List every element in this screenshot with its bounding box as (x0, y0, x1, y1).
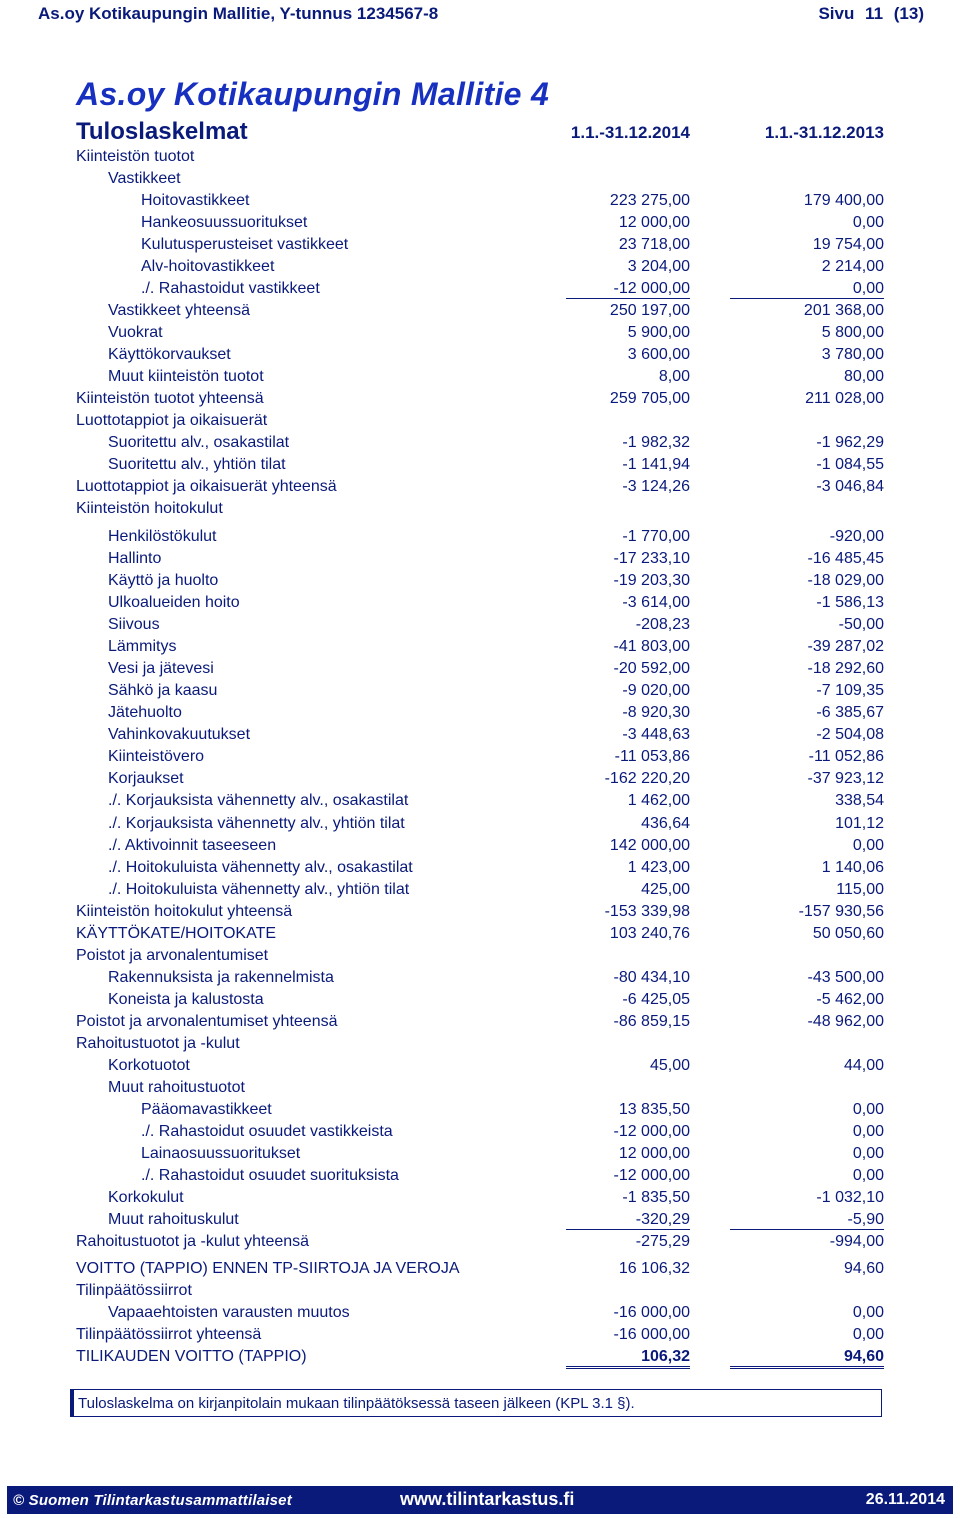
value-2013: 0,00 (852, 1145, 884, 1162)
period-current: 1.1.-31.12.2014 (570, 123, 690, 142)
value-2013: 0,00 (852, 214, 884, 231)
value-2013: -3 046,84 (816, 478, 884, 495)
row-label: Vastikkeet yhteensä (108, 302, 251, 319)
value-2014: -320,29 (566, 1211, 690, 1230)
table-row (76, 1302, 884, 1324)
value-2014: 425,00 (641, 881, 690, 898)
row-label: ./. Korjauksista vähennetty alv., osakastilat (108, 792, 409, 809)
value-2013: 0,00 (730, 280, 884, 299)
row-label: Rahoitustuotot ja -kulut yhteensä (76, 1233, 310, 1250)
value-2013: 94,60 (843, 1260, 884, 1277)
value-2013: 101,12 (835, 815, 884, 832)
value-2013: 0,00 (852, 837, 884, 854)
value-2013: 0,00 (852, 1123, 884, 1140)
row-label: Suoritettu alv., osakastilat (108, 434, 290, 451)
value-2013: -39 287,02 (807, 638, 884, 655)
value-2014: -86 859,15 (613, 1013, 690, 1030)
table-row (76, 813, 884, 835)
value-2014: 8,00 (658, 368, 690, 385)
table-row (76, 945, 884, 967)
value-2014: -9 020,00 (622, 682, 690, 699)
row-label: Vastikkeet (108, 170, 181, 187)
value-2014: -3 614,00 (622, 594, 690, 611)
value-2013: 1 140,06 (821, 859, 884, 876)
row-label: Käyttökorvaukset (108, 346, 231, 363)
row-label: Luottotappiot ja oikaisuerät yhteensä (76, 478, 337, 495)
table-row (76, 570, 884, 592)
row-label: ./. Rahastoidut osuudet vastikkeista (141, 1123, 393, 1140)
value-2014: -162 220,20 (604, 770, 690, 787)
value-2013: -50,00 (838, 616, 884, 633)
row-label: Alv-hoitovastikkeet (141, 258, 275, 275)
table-row (76, 256, 884, 278)
table-row (76, 1055, 884, 1077)
value-2014: 16 106,32 (618, 1260, 690, 1277)
row-label: Tilinpäätössiirrot yhteensä (76, 1326, 262, 1343)
row-label: Kiinteistön tuotot yhteensä (76, 390, 264, 407)
row-label: Korjaukset (108, 770, 184, 787)
value-2014: -3 448,63 (622, 726, 690, 743)
value-2014: 5 900,00 (627, 324, 690, 341)
table-row (76, 989, 884, 1011)
value-2013: 211 028,00 (805, 390, 884, 407)
table-row (76, 146, 884, 168)
table-row (76, 879, 884, 901)
value-2014: 436,64 (641, 815, 690, 832)
table-row (76, 636, 884, 658)
table-row (76, 366, 884, 388)
value-2014: -1 770,00 (622, 528, 690, 545)
table-row (76, 702, 884, 724)
value-2014: -12 000,00 (613, 1167, 690, 1184)
value-2013: 19 754,00 (812, 236, 884, 253)
row-label: Muut rahoitustuotot (108, 1079, 245, 1096)
row-label: Kulutusperusteiset vastikkeet (141, 236, 349, 253)
row-label: Kiinteistön hoitokulut yhteensä (76, 903, 293, 920)
statement-note: Tuloslaskelma on kirjanpitolain mukaan tilinpäätöksessä taseen jälkeen (KPL 3.1 §). (70, 1389, 882, 1417)
value-2013: 338,54 (835, 792, 884, 809)
value-2014: -6 425,05 (622, 991, 690, 1008)
value-2013: -48 962,00 (807, 1013, 884, 1030)
table-row (76, 1143, 884, 1165)
table-row (76, 1033, 884, 1055)
row-label: Pääomavastikkeet (141, 1101, 272, 1118)
row-label: Vapaaehtoisten varausten muutos (108, 1304, 350, 1321)
row-label: Kiinteistön tuotot (76, 148, 195, 165)
value-2014: 12 000,00 (618, 1145, 690, 1162)
row-label: Vuokrat (108, 324, 163, 341)
value-2014: 45,00 (649, 1057, 690, 1074)
value-2013: 2 214,00 (821, 258, 884, 275)
table-row (76, 498, 884, 520)
table-row (76, 190, 884, 212)
table-row (76, 724, 884, 746)
row-label: Henkilöstökulut (108, 528, 217, 545)
value-2014: 1 423,00 (627, 859, 690, 876)
value-2013: -2 504,08 (816, 726, 884, 743)
document-title: As.oy Kotikaupungin Mallitie 4 (76, 76, 550, 112)
value-2014: -208,23 (635, 616, 690, 633)
value-2014: 103 240,76 (609, 925, 690, 942)
value-2014: -80 434,10 (613, 969, 690, 986)
row-label: Poistot ja arvonalentumiset (76, 947, 269, 964)
row-label: Korkotuotot (108, 1057, 190, 1074)
page-number: Sivu 11 (13) (818, 4, 924, 23)
value-2013: -7 109,35 (816, 682, 884, 699)
row-label: Muut rahoituskulut (108, 1211, 239, 1228)
table-row (76, 901, 884, 923)
row-label: Lainaosuussuoritukset (141, 1145, 301, 1162)
value-2013: -37 923,12 (807, 770, 884, 787)
value-2013: 0,00 (852, 1101, 884, 1118)
table-row (76, 680, 884, 702)
row-label: Vahinkovakuutukset (108, 726, 251, 743)
value-2014: -41 803,00 (613, 638, 690, 655)
row-label: Rahoitustuotot ja -kulut (76, 1035, 240, 1052)
table-row (76, 344, 884, 366)
table-row (76, 1324, 884, 1346)
value-2014: -3 124,26 (622, 478, 690, 495)
table-row (76, 1077, 884, 1099)
table-row (76, 614, 884, 636)
table-row (76, 454, 884, 476)
value-2014: -16 000,00 (613, 1304, 690, 1321)
table-row (76, 168, 884, 190)
table-row (76, 234, 884, 256)
footer-copyright: © Suomen Tilintarkastusammattilaiset (13, 1492, 292, 1509)
row-label: TILIKAUDEN VOITTO (TAPPIO) (76, 1348, 307, 1365)
table-row (76, 1165, 884, 1187)
statement-heading (76, 116, 884, 144)
value-2013: -1 084,55 (816, 456, 884, 473)
value-2014: -19 203,30 (613, 572, 690, 589)
value-2014: 23 718,00 (618, 236, 690, 253)
value-2014: 250 197,00 (609, 302, 690, 319)
table-row (76, 835, 884, 857)
value-2014: -275,29 (635, 1233, 690, 1250)
value-2013: 0,00 (852, 1326, 884, 1343)
value-2014: 1 462,00 (627, 792, 690, 809)
table-row (76, 278, 884, 300)
row-label: Sähkö ja kaasu (108, 682, 218, 699)
table-row (76, 476, 884, 498)
value-2014: 13 835,50 (618, 1101, 690, 1118)
value-2013: 80,00 (843, 368, 884, 385)
row-label: Muut kiinteistön tuotot (108, 368, 264, 385)
value-2014: -17 233,10 (613, 550, 690, 567)
value-2014: -16 000,00 (613, 1326, 690, 1343)
table-row (76, 746, 884, 768)
table-row (76, 1209, 884, 1231)
value-2014: 142 000,00 (609, 837, 690, 854)
table-row (76, 790, 884, 812)
company-header: As.oy Kotikaupungin Mallitie, Y-tunnus 1234567-8 (38, 4, 439, 23)
row-label: VOITTO (TAPPIO) ENNEN TP-SIIRTOJA JA VEROJA (76, 1260, 460, 1277)
row-label: KÄYTTÖKATE/HOITOKATE (76, 925, 277, 942)
table-row (76, 548, 884, 570)
value-2013: -18 292,60 (807, 660, 884, 677)
table-row (76, 322, 884, 344)
table-row (76, 1258, 884, 1280)
value-2014: -8 920,30 (622, 704, 690, 721)
table-row (76, 923, 884, 945)
value-2014: -1 141,94 (622, 456, 690, 473)
row-label: Koneista ja kalustosta (108, 991, 264, 1008)
row-label: Hallinto (108, 550, 162, 567)
row-label: Suoritettu alv., yhtiön tilat (108, 456, 286, 473)
value-2013: -1 586,13 (816, 594, 884, 611)
value-2013: -1 032,10 (816, 1189, 884, 1206)
row-label: Hankeosuussuoritukset (141, 214, 308, 231)
row-label: Lämmitys (108, 638, 177, 655)
value-2014: -20 592,00 (613, 660, 690, 677)
table-row (76, 658, 884, 680)
table-row (76, 300, 884, 322)
row-label: Vesi ja jätevesi (108, 660, 214, 677)
row-label: ./. Aktivoinnit taseeseen (108, 837, 277, 854)
value-2013: 201 368,00 (803, 302, 884, 319)
value-2013: -5,90 (730, 1211, 884, 1230)
value-2014: -1 835,50 (622, 1189, 690, 1206)
value-2014: 259 705,00 (609, 390, 690, 407)
value-2013: 5 800,00 (821, 324, 884, 341)
value-2013: -157 930,56 (798, 903, 884, 920)
table-row (76, 1346, 884, 1368)
row-label: Jätehuolto (108, 704, 182, 721)
value-2013: -11 052,86 (808, 748, 884, 765)
row-label: ./. Hoitokuluista vähennetty alv., osakastilat (108, 859, 413, 876)
table-row (76, 1231, 884, 1253)
value-2014: -11 053,86 (614, 748, 690, 765)
table-row (76, 1099, 884, 1121)
row-label: Käyttö ja huolto (108, 572, 219, 589)
table-row (76, 388, 884, 410)
value-2014: 12 000,00 (618, 214, 690, 231)
value-2014: 3 204,00 (627, 258, 690, 275)
value-2013: -43 500,00 (807, 969, 884, 986)
row-label: Korkokulut (108, 1189, 184, 1206)
table-row (76, 768, 884, 790)
value-2013: 0,00 (852, 1304, 884, 1321)
value-2013: -5 462,00 (816, 991, 884, 1008)
value-2013: -18 029,00 (807, 572, 884, 589)
table-row (76, 526, 884, 548)
row-label: ./. Korjauksista vähennetty alv., yhtiön tilat (108, 815, 405, 832)
value-2013: 50 050,60 (812, 925, 884, 942)
table-row (76, 1280, 884, 1302)
row-label: Rakennuksista ja rakennelmista (108, 969, 334, 986)
footer-website-link[interactable]: www.tilintarkastus.fi (400, 1489, 575, 1509)
row-label: ./. Rahastoidut osuudet suorituksista (141, 1167, 399, 1184)
value-2014: 106,32 (566, 1348, 690, 1369)
table-row (76, 432, 884, 454)
value-2013: -1 962,29 (816, 434, 884, 451)
value-2013: 3 780,00 (821, 346, 884, 363)
row-label: Poistot ja arvonalentumiset yhteensä (76, 1013, 338, 1030)
value-2014: -1 982,32 (622, 434, 690, 451)
value-2013: -920,00 (829, 528, 884, 545)
value-2013: -16 485,45 (807, 550, 884, 567)
value-2013: 0,00 (852, 1167, 884, 1184)
value-2014: 223 275,00 (609, 192, 690, 209)
table-row (76, 1187, 884, 1209)
row-label: Siivous (108, 616, 160, 633)
table-row (76, 1121, 884, 1143)
row-label: Kiinteistön hoitokulut (76, 500, 223, 517)
row-label: Hoitovastikkeet (141, 192, 250, 209)
row-label: ./. Rahastoidut vastikkeet (141, 280, 320, 297)
table-row (76, 857, 884, 879)
table-row (76, 967, 884, 989)
value-2014: -153 339,98 (604, 903, 690, 920)
table-row (76, 1011, 884, 1033)
row-label: Luottotappiot ja oikaisuerät (76, 412, 268, 429)
value-2013: -994,00 (829, 1233, 884, 1250)
table-row (76, 410, 884, 432)
value-2014: 3 600,00 (627, 346, 690, 363)
value-2013: -6 385,67 (816, 704, 884, 721)
row-label: Ulkoalueiden hoito (108, 594, 240, 611)
row-label: Tilinpäätössiirrot (76, 1282, 192, 1299)
period-previous: 1.1.-31.12.2013 (764, 123, 884, 142)
page-header (38, 4, 924, 24)
footer-date: 26.11.2014 (865, 1491, 945, 1508)
value-2014: -12 000,00 (613, 1123, 690, 1140)
statement-title: Tuloslaskelmat (76, 118, 248, 145)
value-2013: 115,00 (836, 881, 884, 898)
table-row (76, 212, 884, 234)
page-footer (7, 1486, 953, 1514)
table-row (76, 592, 884, 614)
value-2014: -12 000,00 (566, 280, 690, 299)
value-2013: 179 400,00 (803, 192, 884, 209)
value-2013: 94,60 (730, 1348, 884, 1369)
value-2013: 44,00 (843, 1057, 884, 1074)
row-label: Kiinteistövero (108, 748, 205, 765)
row-label: ./. Hoitokuluista vähennetty alv., yhtiön tilat (108, 881, 410, 898)
